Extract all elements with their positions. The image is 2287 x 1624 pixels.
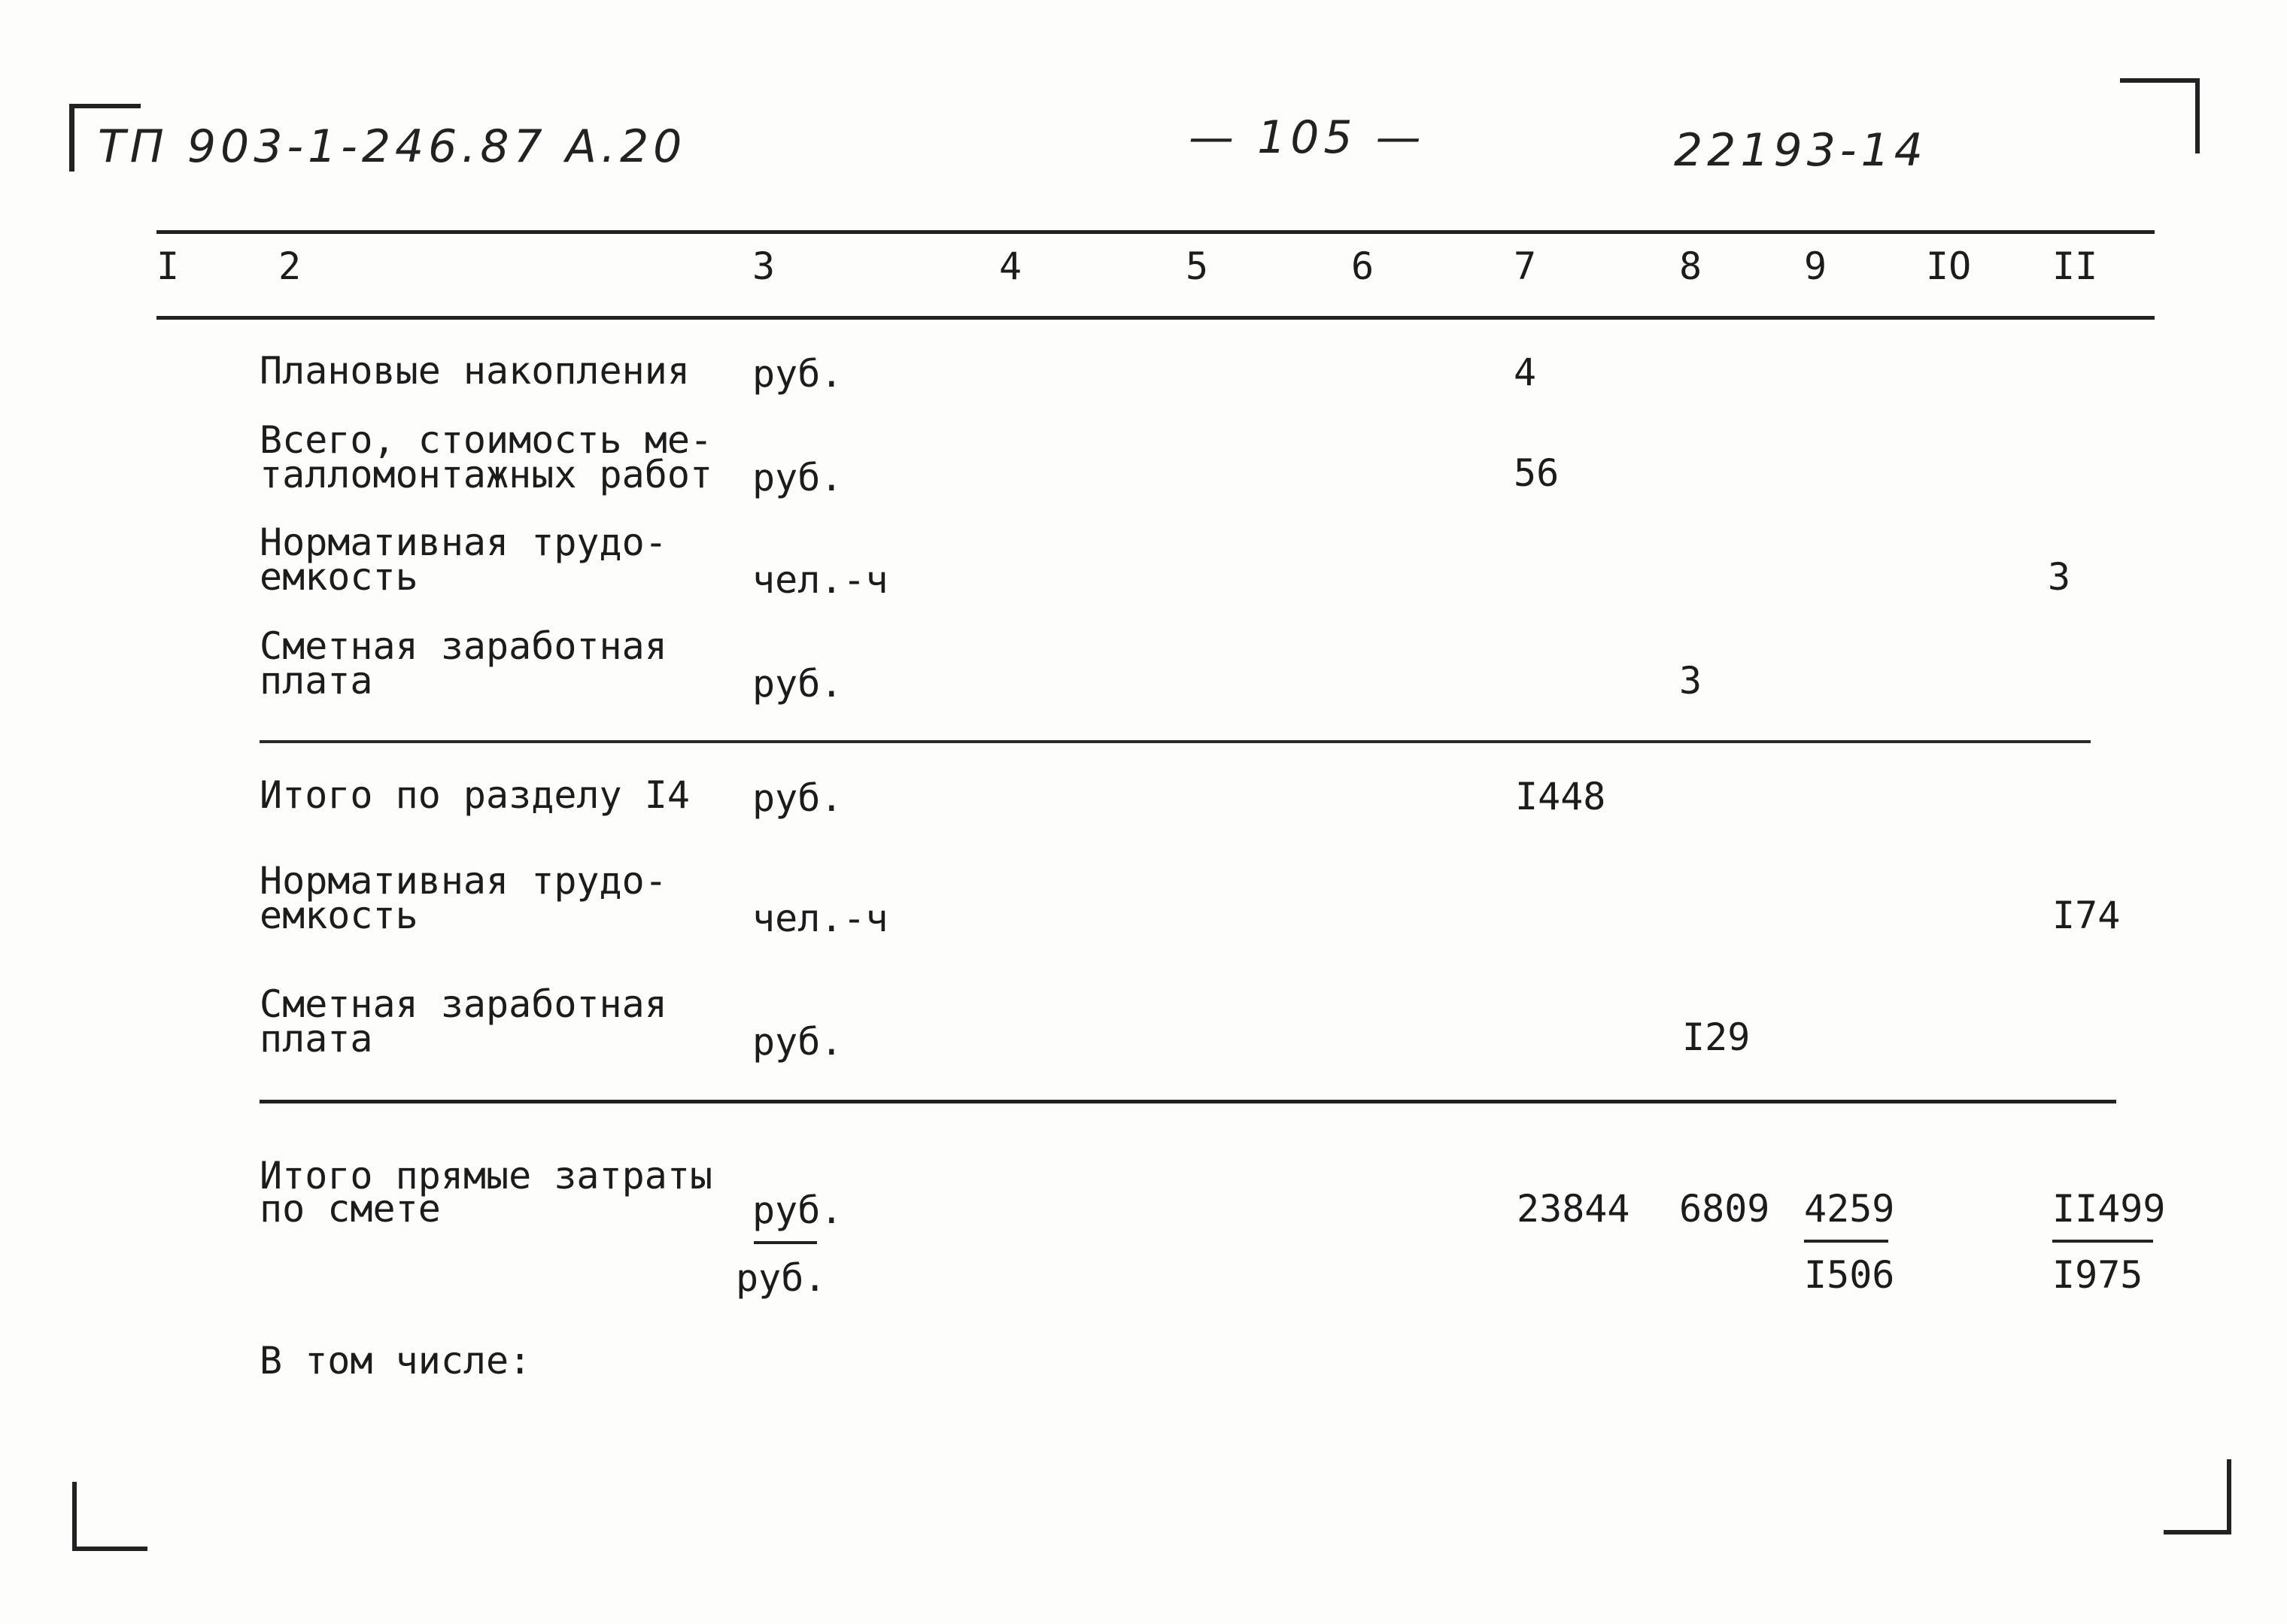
row-value-col8: I29 xyxy=(1682,1015,1751,1059)
row-unit: руб. xyxy=(752,1020,843,1064)
column-header-11: II xyxy=(2052,244,2098,288)
total-value-col11-top: II499 xyxy=(2052,1187,2166,1231)
frame-corner-top-left-h xyxy=(69,104,141,108)
total-unit-top: руб. xyxy=(752,1188,843,1232)
frame-corner-top-right xyxy=(2120,78,2199,83)
frame-corner-bottom-left xyxy=(72,1482,77,1551)
row-name-line2: талломонтажных работ xyxy=(260,453,713,496)
row-value-col8: 3 xyxy=(1679,659,1702,703)
footer-note: В том числе: xyxy=(260,1339,532,1383)
row-name: Нормативная трудо- xyxy=(260,859,667,903)
column-header-3: 3 xyxy=(752,244,776,288)
frame-corner-top-right-v xyxy=(2195,78,2200,153)
row-name: Плановые накопления xyxy=(260,349,690,393)
total-unit-fraction-line xyxy=(754,1241,817,1244)
total-unit-bottom: руб. xyxy=(736,1256,827,1300)
row-value-col11: I74 xyxy=(2052,894,2121,937)
section-total-name: Итого по разделу I4 xyxy=(260,773,690,817)
row-value-col7: I448 xyxy=(1515,775,1606,818)
row-name-line2: емкость xyxy=(260,555,418,599)
frame-corner-top-left xyxy=(69,104,74,172)
row-value-col7: 56 xyxy=(1514,451,1560,495)
frame-corner-bottom-right xyxy=(2227,1459,2231,1534)
row-unit: чел.-ч xyxy=(752,558,888,602)
col11-fraction-line xyxy=(2052,1240,2153,1243)
grand-total-name-line2: по смете xyxy=(260,1187,441,1231)
total-value-col11-bottom: I975 xyxy=(2052,1253,2143,1297)
total-value-col9-bottom: I506 xyxy=(1804,1253,1895,1297)
row-value-col7: 4 xyxy=(1514,351,1537,394)
row-name: Сметная заработная xyxy=(260,624,667,668)
page-number: — 105 — xyxy=(1189,111,1426,164)
row-name-line2: плата xyxy=(260,659,373,703)
col9-fraction-line xyxy=(1804,1240,1888,1243)
document-code: ТП 903-1-246.87 А.20 xyxy=(98,120,687,173)
row-unit: руб. xyxy=(752,456,843,499)
frame-corner-bottom-left-h xyxy=(72,1547,147,1551)
row-name: Сметная заработная xyxy=(260,982,667,1026)
column-header-6: 6 xyxy=(1351,244,1374,288)
row-name: Нормативная трудо- xyxy=(260,521,667,564)
grand-total-name: Итого прямые затраты xyxy=(260,1154,713,1198)
total-value-col7: 23844 xyxy=(1517,1187,1630,1231)
total-value-col8: 6809 xyxy=(1679,1187,1770,1231)
row-name-line2: емкость xyxy=(260,894,418,937)
sheet-code: 22193-14 xyxy=(1674,124,1927,177)
column-header-5: 5 xyxy=(1186,244,1209,288)
row-unit: чел.-ч xyxy=(752,897,888,940)
totals-rule xyxy=(260,1100,2116,1103)
column-header-2: 2 xyxy=(278,244,302,288)
table-top-rule xyxy=(156,230,2155,234)
row-value-col11: 3 xyxy=(2048,555,2071,599)
row-unit: руб. xyxy=(752,352,843,396)
total-value-col9-top: 4259 xyxy=(1804,1187,1895,1231)
section-rule xyxy=(260,740,2091,743)
column-header-7: 7 xyxy=(1514,244,1537,288)
row-unit: руб. xyxy=(752,776,843,820)
row-name-line2: плата xyxy=(260,1017,373,1061)
row-unit: руб. xyxy=(752,662,843,706)
table-header-rule xyxy=(156,316,2155,320)
column-header-8: 8 xyxy=(1679,244,1702,288)
column-header-9: 9 xyxy=(1804,244,1827,288)
frame-corner-bottom-right-h xyxy=(2164,1530,2231,1534)
column-header-1: I xyxy=(156,244,180,288)
row-name: Всего, стоимость ме- xyxy=(260,418,713,462)
column-header-4: 4 xyxy=(999,244,1022,288)
column-header-10: IO xyxy=(1926,244,1972,288)
